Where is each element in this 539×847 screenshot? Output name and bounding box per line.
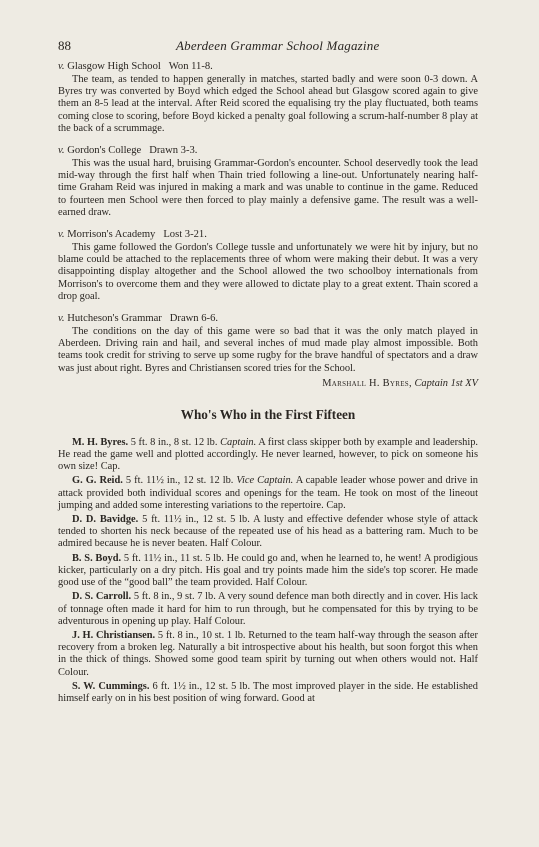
match-report (58, 228, 478, 303)
match-text: The conditions on the day of this game were so bad that it was the only match played in Aberdeen. Driving rain and hail, and several inches of mud made play almost impossible. Both teams took credit for striving to serve up some rugby for the brave handful of spectators and a draw was just about right. Byres and Christiansen scored tries for the School. (58, 326, 478, 374)
player-role: Captain. (220, 436, 257, 448)
player-stats: 6 ft. 1½ in., 12 st. 5 lb. (152, 680, 251, 692)
match-opponent: Morrison's Academy (67, 229, 156, 241)
signature-name: Marshall H. Byres, (322, 377, 412, 389)
match-result: Drawn 3-3. (149, 145, 198, 157)
match-result: Won 11-8. (168, 61, 213, 72)
section-title: Who's Who in the First Fifteen (180, 406, 356, 422)
player-name: J. H. Christiansen. (72, 629, 156, 641)
player-text: The most improved player in the side. He established himself early on in his best position of wing forward. Good at (58, 680, 478, 704)
match-report (58, 312, 478, 390)
player-name: M. H. Byres. (72, 436, 129, 448)
player-stats: 5 ft. 8 in., 9 st. 7 lb. (133, 591, 216, 603)
player-stats: 5 ft. 8 in., 8 st. 12 lb. (130, 436, 218, 448)
player-text: A first class skipper both by example and leadership. He read the game well and plotted accordingly. He never learned, however, to pick on someone his own size! Cap. (58, 436, 478, 473)
match-heading (58, 60, 478, 73)
player-name: B. S. Boyd. (72, 552, 122, 564)
versus-label: v. (58, 313, 65, 325)
signature-role: Captain 1st XV (414, 377, 478, 389)
player-entry (58, 514, 478, 551)
player-name: D. S. Carroll. (72, 591, 132, 603)
player-text: Returned to the team half-way through the season after recovery from a broken leg. Naturally a bit introspective about his health, but soon forgot this when in the thick of things. Showed some good team spirit by turning out when others would not. Half Colour. (58, 629, 478, 678)
player-stats: 5 ft. 11½ in., 11 st. 5 lb. (123, 552, 224, 564)
player-name: G. G. Reid. (72, 475, 123, 487)
page-number: 88 (58, 38, 71, 53)
page-header (58, 38, 478, 54)
match-report (58, 144, 478, 219)
versus-label: v. (58, 61, 65, 72)
match-heading (58, 312, 478, 325)
player-entry (58, 553, 478, 590)
player-stats: 5 ft. 11½ in., 12 st. 5 lb. (142, 514, 250, 526)
player-text: A lusty and effective defender whose style of attack tended to shorten his neck because of the repeated use of his head as a battering ram. Much to be admired because he is never beaten. Half Colour. (58, 514, 478, 550)
match-opponent: Gordon's College (67, 145, 142, 157)
player-role: Vice Captain. (236, 475, 294, 487)
match-heading (58, 228, 478, 241)
player-name: D. D. Bavidge. (72, 514, 139, 526)
player-stats: 5 ft. 8 in., 10 st. 1 lb. (157, 629, 246, 641)
match-text: This was the usual hard, bruising Grammar-Gordon's encounter. School deservedly took the lead mid-way through the first half when Thain tried following a line-out. Unfortunately nearing half-time Graham Reid was injured in making a mark and was unable to continue in the game. Reduced to fourteen men School were then forced to play mainly a defensive game. The result was a well-earned draw. (58, 158, 478, 218)
match-text: This game followed the Gordon's College tussle and unfortunately we were hit by injury, but no blame could be attached to the replacements three of whom were making their debut. It was a very disappointing display altogether and the School allowed the two schoolboy internationals from Morrison's to overcome them and they were allowed to dictate play to a great extent. Thain scored a drop goal. (58, 242, 478, 302)
match-text: The team, as tended to happen generally in matches, started badly and were soon 0-3 down. A Byres try was converted by Boyd which edged the School ahead but Glasgow scored again to give them an 8-5 lead at the interval. After Reid scored the equalising try the play fluctuated, both teams coming close to scoring, before Boyd kicked a penalty goal following a scrum-half-number 8 play at the back of a scrummage. (58, 74, 478, 134)
running-title: Aberdeen Grammar School Magazine (176, 38, 380, 53)
player-text: He could go and, when he learned to, he went! A prodigious kicker, particularly on a dry pitch. His goal and try points made him the side's top scorer. He made good use of the “good ball” the team provided. Half Colour. (58, 552, 478, 589)
player-entry (58, 630, 478, 679)
versus-label: v. (58, 229, 65, 241)
player-text: A capable leader whose power and drive in attack provided both individual scores and openings for the team. He took on most of the lineout jumping and added some interesting variations to the repertoire. Cap. (58, 475, 478, 511)
match-opponent: Glasgow High School (67, 61, 161, 72)
match-result: Lost 3-21. (163, 229, 207, 241)
match-result: Drawn 6-6. (169, 313, 219, 325)
versus-label: v. (58, 145, 65, 157)
player-entry (58, 681, 478, 705)
page-body (58, 60, 478, 707)
match-heading (58, 144, 478, 157)
player-name: S. W. Cummings. (72, 680, 150, 692)
player-text: A very sound defence man both directly and in cover. His lack of tonnage often made it hard for him to run through, but he compensated for this by trying to be adventurous in opening up play. Half Colour. (58, 591, 478, 627)
player-entry (58, 437, 478, 474)
player-stats: 5 ft. 11½ in., 12 st. 12 lb. (125, 475, 234, 487)
captain-signature (58, 377, 478, 390)
match-opponent: Hutcheson's Grammar (67, 313, 162, 325)
player-entry (58, 591, 478, 628)
match-report (58, 60, 478, 135)
player-entry (58, 475, 478, 512)
